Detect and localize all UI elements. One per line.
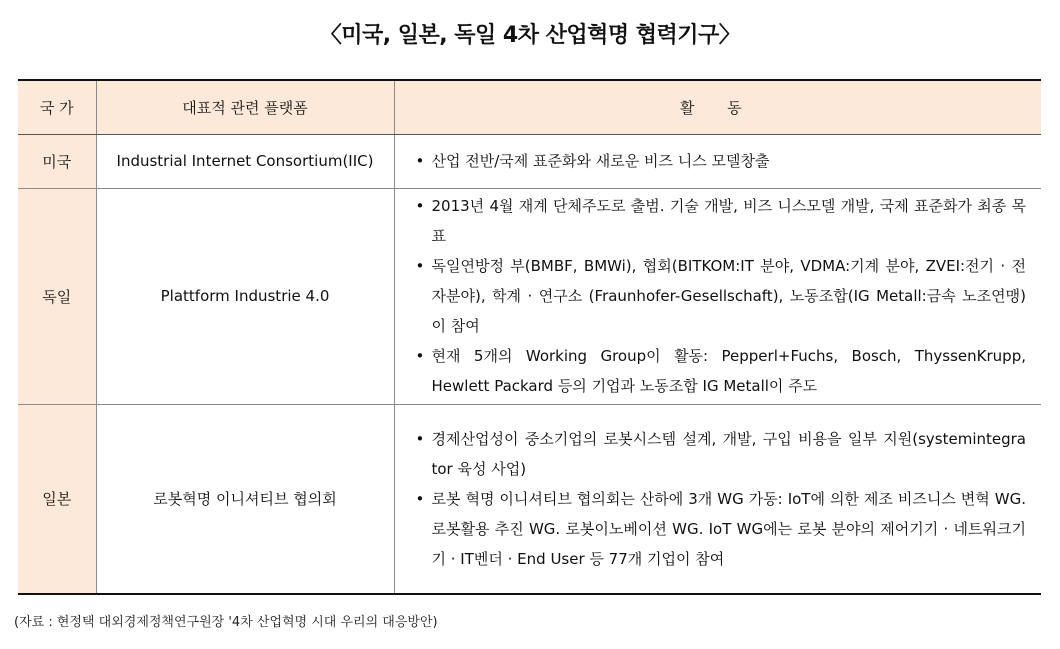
activities-cell	[394, 134, 1041, 188]
table-header-row	[18, 80, 1041, 134]
header-platform: 대표적 관련 플랫폼	[96, 80, 394, 134]
activities-cell	[394, 188, 1041, 404]
source-note: (자료 : 현정택 대외경제정책연구원장 '4차 산업혁명 시대 우리의 대응방안)	[14, 615, 438, 630]
activity-item: • 경제산업성이 중소기업의 로봇시스템 설계, 개발, 구입 비용을 일부 지원(systemintegra tor 육성 사업)	[416, 424, 1027, 484]
country-cell: 미국	[18, 134, 96, 188]
country-cell: 독일	[18, 188, 96, 404]
page-title: 〈미국, 일본, 독일 4차 산업혁명 협력기구〉	[319, 23, 741, 48]
activity-item: • 2013년 4월 재계 단체주도로 출범. 기술 개발, 비즈 니스모델 개발, 국제 표준화가 최종 목표	[416, 191, 1027, 251]
platform-cell: Plattform Industrie 4.0	[96, 188, 394, 404]
header-activities: 활 동	[394, 80, 1041, 134]
activity-item: • 산업 전반/국제 표준화와 새로운 비즈 니스 모델창출	[416, 146, 1027, 176]
cooperation-table	[18, 79, 1041, 595]
activity-item: • 현재 5개의 Working Group이 활동: Pepperl+Fuchs, Bosch, ThyssenKrupp, Hewlett Packard 등의 기업과 노동조합 IG Metall이 주도	[416, 341, 1027, 401]
table-row-usa	[18, 134, 1041, 188]
activity-item: • 독일연방정 부(BMBF, BMWi), 협회(BITKOM:IT 분야, VDMA:기계 분야, ZVEI:전기 · 전자분야), 학계 · 연구소 (Fraunhofer-Gesellschaft), 노동조합(IG Metall:금속 노조연맹)이 참여	[416, 251, 1027, 341]
activities-cell	[394, 404, 1041, 594]
table-row-germany	[18, 188, 1041, 404]
platform-cell: Industrial Internet Consortium(IIC)	[96, 134, 394, 188]
platform-cell: 로봇혁명 이니셔티브 협의회	[96, 404, 394, 594]
activity-item: • 로봇 혁명 이니셔티브 협의회는 산하에 3개 WG 가동: IoT에 의한 제조 비즈니스 변혁 WG. 로봇활용 추진 WG. 로봇이노베이션 WG. IoT WG에는 로봇 분야의 제어기기 · 네트워크기기 · IT벤더 · End User 등 77개 기업이 참여	[416, 484, 1027, 574]
country-cell: 일본	[18, 404, 96, 594]
header-country: 국 가	[18, 80, 96, 134]
table-row-japan	[18, 404, 1041, 594]
